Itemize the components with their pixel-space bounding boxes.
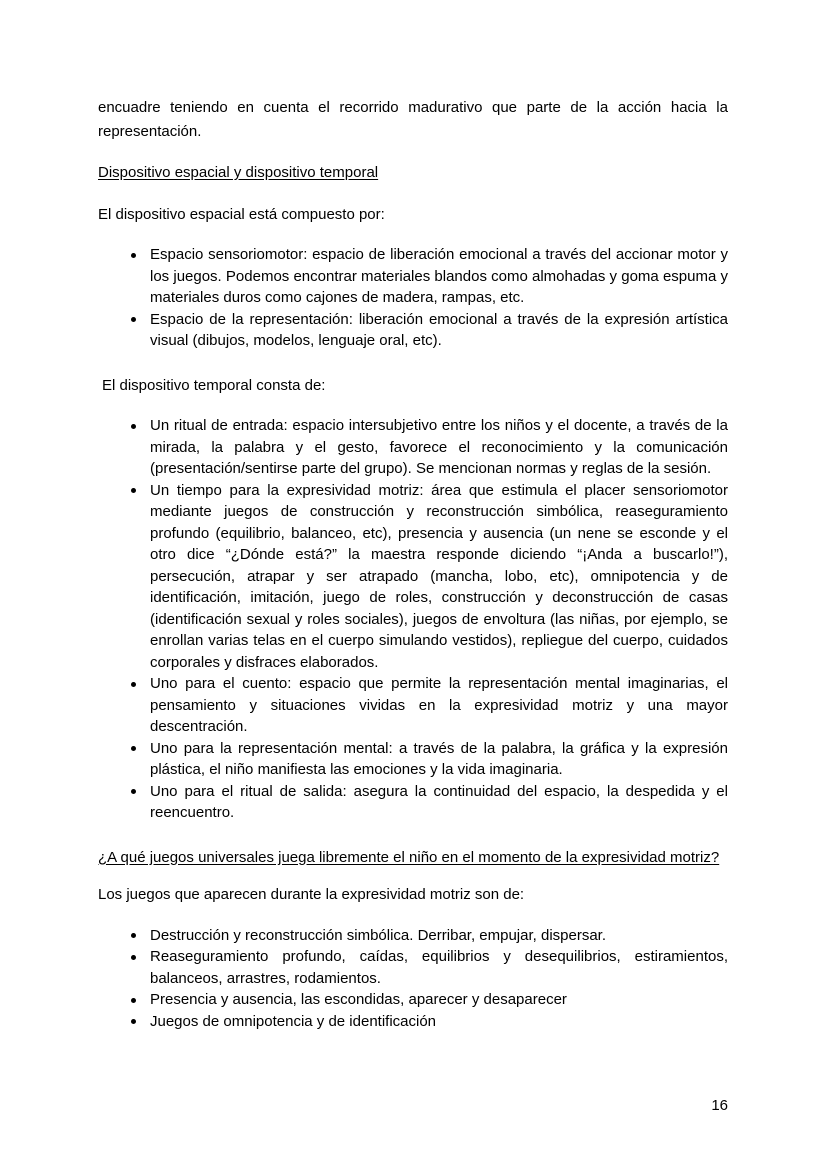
list-item-text: Uno para la representación mental: a través de la palabra, la gráfica y la expresión plástica, el niño manifiesta las emociones y la vida imaginaria. bbox=[150, 739, 728, 778]
universal-games-list bbox=[98, 925, 728, 1033]
spacer bbox=[98, 185, 728, 203]
temporal-lead-text: El dispositivo temporal consta de: bbox=[102, 376, 326, 394]
spacer bbox=[98, 824, 728, 846]
spacer bbox=[98, 143, 728, 161]
spatial-device-list bbox=[98, 244, 728, 352]
list-item bbox=[98, 309, 728, 352]
list-item bbox=[98, 673, 728, 738]
games-lead-text: Los juegos que aparecen durante la expresividad motriz son de: bbox=[98, 886, 525, 903]
list-item bbox=[98, 989, 728, 1011]
temporal-device-list bbox=[98, 415, 728, 824]
spacer bbox=[98, 869, 728, 883]
list-item bbox=[98, 925, 728, 947]
spatial-lead-text: El dispositivo espacial está compuesto por: bbox=[98, 205, 385, 223]
list-item bbox=[98, 781, 728, 824]
page-number: 16 bbox=[711, 1097, 728, 1114]
list-item-text: Juegos de omnipotencia y de identificación bbox=[150, 1012, 437, 1030]
list-item-text: Destrucción y reconstrucción simbólica. Derribar, empujar, dispersar. bbox=[150, 926, 607, 944]
spacer bbox=[98, 397, 728, 415]
list-item-text: Uno para el cuento: espacio que permite la representación mental imaginarias, el pensamiento y situaciones vividas en la expresividad motriz y una mayor descentración. bbox=[150, 675, 728, 735]
question-heading: ¿A qué juegos universales juega libremente el niño en el momento de la expresividad motriz? bbox=[98, 848, 720, 866]
intro-paragraph: encuadre teniendo en cuenta el recorrido madurativo que parte de la acción hacia la representación. bbox=[98, 99, 728, 140]
list-item bbox=[98, 1011, 728, 1033]
list-item bbox=[98, 244, 728, 309]
section-heading-dispositivos: Dispositivo espacial y dispositivo temporal bbox=[98, 164, 379, 181]
list-item bbox=[98, 738, 728, 781]
page-content bbox=[98, 96, 728, 1032]
list-item-text: Presencia y ausencia, las escondidas, aparecer y desaparecer bbox=[150, 991, 567, 1008]
list-item-text: Uno para el ritual de salida: asegura la continuidad del espacio, la despedida y el reencuentro. bbox=[150, 782, 728, 821]
spacer bbox=[98, 352, 728, 374]
list-item bbox=[98, 415, 728, 480]
list-item bbox=[98, 480, 728, 674]
list-item-text: Un tiempo para la expresividad motriz: área que estimula el placer sensoriomotor mediante juegos de construcción y reconstrucción simbólica, reaseguramiento profundo (equilibrio, balanceo, etc), presencia y ausencia (un nene se esconde y el otro dice “¿Dónde está?” la maestra responde diciendo “¡Anda a buscarlo!”), persecución, atrapar y ser atrapado (mancha, lobo, etc), omnipotencia y de identificación, imitación, juego de roles, construcción y deconstrucción de casas (identificación sexual y roles sociales), juegos de envoltura (las niñas, por ejemplo, se enrollan varias telas en el cuerpo simulando vestidos), repliegue del cuerpo, cuidados corporales y disfraces elaborados. bbox=[150, 481, 728, 671]
spacer bbox=[98, 226, 728, 244]
list-item-text: Reaseguramiento profundo, caídas, equilibrios y desequilibrios, estiramientos, balanceos, arrastres, rodamientos. bbox=[150, 948, 728, 987]
list-item bbox=[98, 946, 728, 989]
list-item-text: Un ritual de entrada: espacio intersubjetivo entre los niños y el docente, a través de la mirada, la palabra y el gesto, favorece el reconocimiento y la comunicación (presentación/sentirse parte del grupo). Se mencionan normas y reglas de la sesión. bbox=[150, 417, 728, 477]
list-item-text: Espacio sensoriomotor: espacio de liberación emocional a través del accionar motor y los juegos. Podemos encontrar materiales blandos como almohadas y goma espuma y materiales duros como cajones de madera, rampas, etc. bbox=[150, 246, 728, 306]
list-item-text: Espacio de la representación: liberación emocional a través de la expresión artística visual (dibujos, modelos, lenguaje oral, etc). bbox=[150, 310, 728, 349]
spacer bbox=[98, 907, 728, 925]
